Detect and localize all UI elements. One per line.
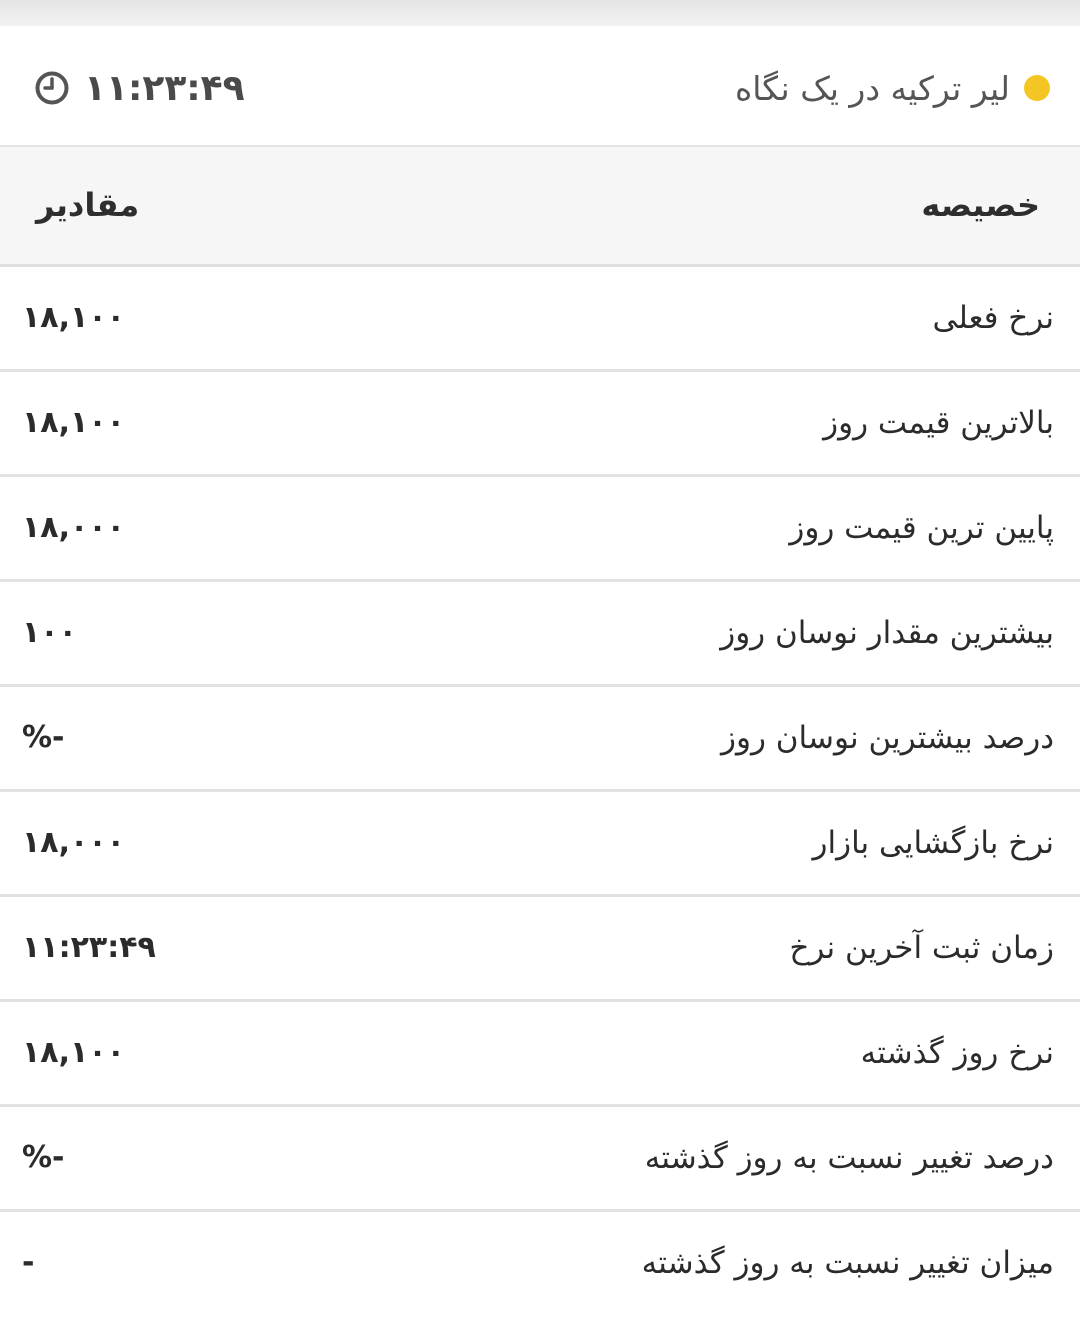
table-row bbox=[0, 897, 1080, 1002]
table-row bbox=[0, 1212, 1080, 1317]
table-row bbox=[0, 477, 1080, 582]
card-title-text: لیر ترکیه در یک نگاه bbox=[734, 68, 1010, 108]
row-value: - bbox=[22, 1245, 35, 1280]
table-row bbox=[0, 687, 1080, 792]
row-value: ۱۸,۰۰۰ bbox=[22, 510, 125, 545]
clock-icon bbox=[34, 70, 70, 106]
row-label: درصد تغییر نسبت به روز گذشته bbox=[644, 1140, 1054, 1176]
row-label: بیشترین مقدار نوسان روز bbox=[720, 615, 1054, 651]
row-value: ۱۱:۲۳:۴۹ bbox=[22, 930, 156, 965]
table-row bbox=[0, 1002, 1080, 1107]
row-value: %- bbox=[22, 720, 65, 755]
column-header-values: مقادیر bbox=[36, 186, 140, 224]
row-label: نرخ روز گذشته bbox=[860, 1035, 1054, 1071]
column-header-property: خصیصه bbox=[921, 186, 1040, 224]
table-row bbox=[0, 792, 1080, 897]
status-dot-icon bbox=[1024, 75, 1050, 101]
row-label: پایین ترین قیمت روز bbox=[789, 510, 1054, 546]
table-row bbox=[0, 582, 1080, 687]
top-shadow-strip bbox=[0, 0, 1080, 26]
row-value: %- bbox=[22, 1140, 65, 1175]
overview-card bbox=[0, 26, 1080, 1309]
row-value: ۱۸,۱۰۰ bbox=[22, 1035, 125, 1070]
rates-table bbox=[0, 147, 1080, 1317]
row-label: زمان ثبت آخرین نرخ bbox=[789, 930, 1054, 966]
row-label: میزان تغییر نسبت به روز گذشته bbox=[641, 1245, 1054, 1281]
row-label: درصد بیشترین نوسان روز bbox=[721, 720, 1054, 756]
card-title bbox=[735, 56, 1050, 120]
table-row bbox=[0, 372, 1080, 477]
row-value: ۱۸,۱۰۰ bbox=[22, 300, 125, 335]
row-label: نرخ بازگشایی بازار bbox=[812, 825, 1054, 861]
row-value: ۱۸,۱۰۰ bbox=[22, 405, 125, 440]
table-header bbox=[0, 147, 1080, 267]
card-header bbox=[0, 26, 1080, 147]
update-time bbox=[34, 56, 245, 120]
table-row bbox=[0, 267, 1080, 372]
row-value: ۱۸,۰۰۰ bbox=[22, 825, 125, 860]
row-label: بالاترین قیمت روز bbox=[823, 405, 1054, 441]
row-label: نرخ فعلی bbox=[932, 300, 1054, 336]
row-value: ۱۰۰ bbox=[22, 615, 77, 650]
update-time-text: ۱۱:۲۳:۴۹ bbox=[84, 67, 245, 109]
table-row bbox=[0, 1107, 1080, 1212]
